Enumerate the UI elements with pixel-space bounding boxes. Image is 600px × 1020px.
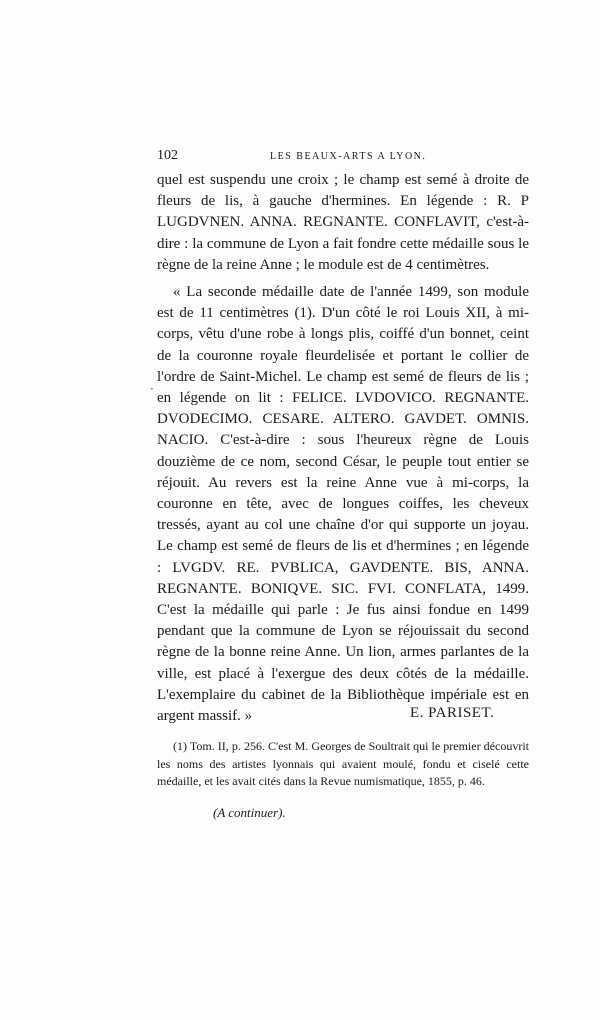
body-text [157,170,529,727]
running-head: LES BEAUX-ARTS A LYON. [270,151,427,162]
footnote-text: (1) Tom. II, p. 256. C'est M. Georges de Soultrait qui le premier découvrit les noms des artistes lyonnais qui avaient moulé, fondu et ciselé cette médaille, et les avait cités dans la Revue numismatique, 1855, p. 46. [157,739,529,788]
paragraph-2: « La seconde médaille date de l'année 1499, son module est de 11 centimètres (1). D'un côté le roi Louis XII, à mi-corps, vêtu d'une robe à longs plis, coiffé d'un bonnet, ceint de la couronne royale fleurdelisée et portant le collier de l'ordre de Saint-Michel. Le champ est semé de fleurs de lis ; en légende on lit : FELICE. LVDOVICO. REGNANTE. DVODECIMO. CESARE. ALTERO. GAVDET. OMNIS. NACIO. C'est-à-dire : sous l'heureux règne de Louis douzième de ce nom, second César, le peuple tout entier se réjouit. Au revers est la reine Anne vue à mi-corps, la couronne en tête, avec de longues coiffes, les cheveux tressés, ayant au col une chaîne d'or qui supporte un joyau. Le champ est semé de fleurs de lis et d'hermines ; en légende : LVGDV. RE. PVBLICA, GAVDENTE. BIS, ANNA. REGNANTE. BONIQVE. SIC. FVI. CONFLATA, 1499. C'est la médaille qui parle : Je fus ainsi fondue en 1499 pendant que la commune de Lyon se réjouissait du second règne de la bonne reine Anne. Un lion, armes parlantes de la ville, est placé à l'exergue des deux côtés de la médaille. L'exemplaire du cabinet de la Bibliothèque impériale est en argent massif. » [157,284,529,725]
paragraph-1: quel est suspendu une croix ; le champ est semé à droite de fleurs de lis, à gauche d'hermines. En légende : R. P LUGDVNEN. ANNA. REGNANTE. CONFLAVIT, c'est-à-dire : la commune de Lyon a fait fondre cette médaille sous le règne de la reine Anne ; le module est de 4 centimètres. [157,172,529,273]
continuation-note: (A continuer). [213,805,286,820]
page-number: 102 [157,148,178,163]
author-signature: E. PARISET. [410,705,495,721]
margin-mark: · [150,382,154,396]
page-header [157,148,477,168]
footnote [157,738,529,791]
